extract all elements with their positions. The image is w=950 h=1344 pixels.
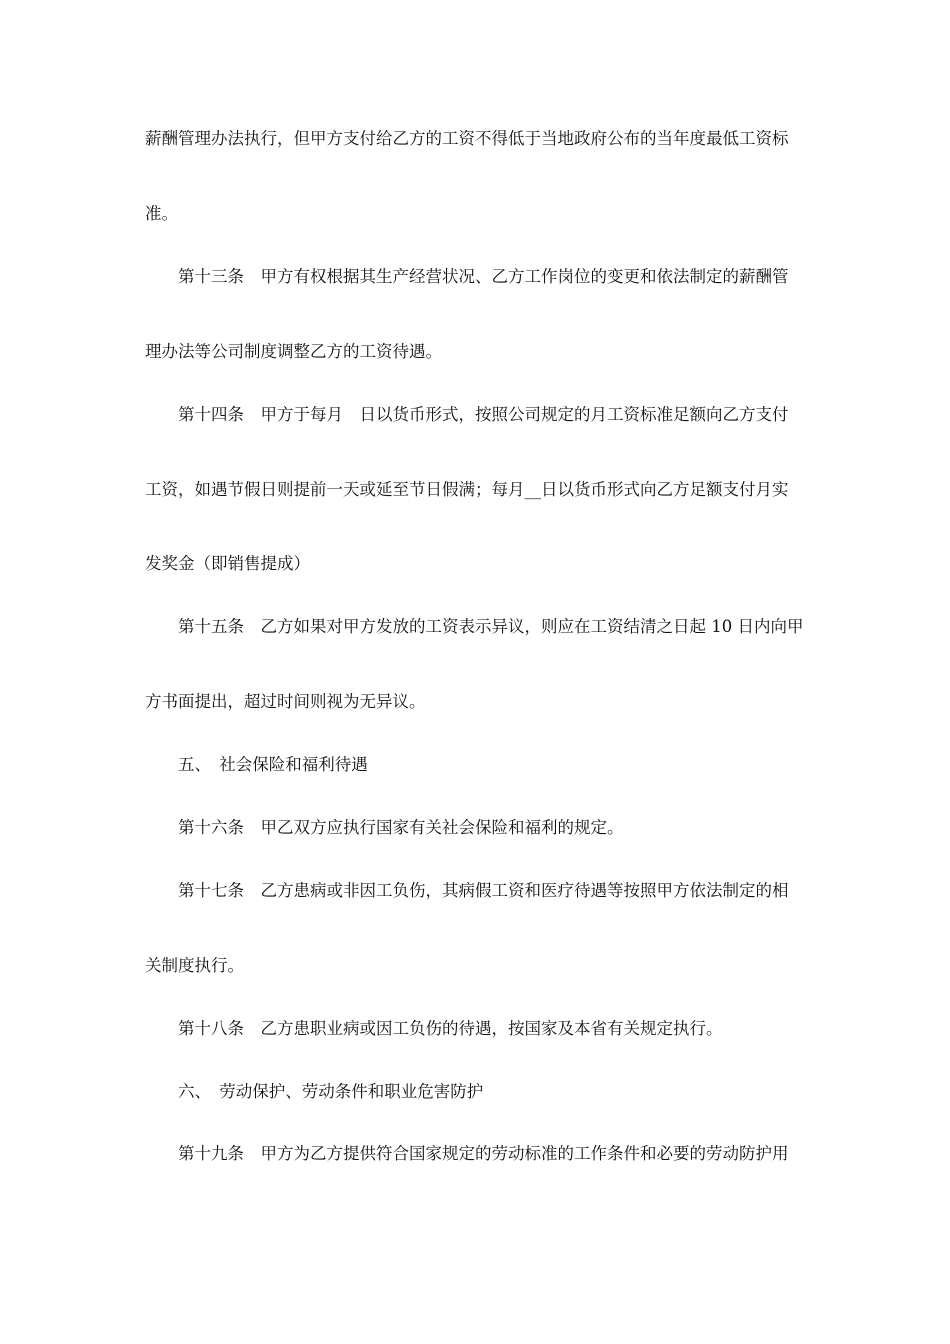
paragraph-line: 发奖金（即销售提成） [145,554,310,573]
article-14-line: 第十四条 甲方于每月 日以货币形式，按照公司规定的月工资标准足额向乙方支付 [178,405,789,424]
article-13-line: 第十三条 甲方有权根据其生产经营状况、乙方工作岗位的变更和依法制定的薪酬管 [178,267,789,286]
paragraph-line: 方书面提出，超过时间则视为无异议。 [145,692,426,711]
paragraph-line: 薪酬管理办法执行，但甲方支付给乙方的工资不得低于当地政府公布的当年度最低工资标 [145,129,789,148]
section-heading-5: 五、 社会保险和福利待遇 [178,755,368,774]
paragraph-line: 准。 [145,204,178,223]
article-15-line: 第十五条 乙方如果对甲方发放的工资表示异议，则应在工资结清之日起 10 日内向甲 [178,617,804,636]
section-heading-6: 六、 劳动保护、劳动条件和职业危害防护 [178,1082,484,1101]
article-19-line: 第十九条 甲方为乙方提供符合国家规定的劳动标准的工作条件和必要的劳动防护用 [178,1144,789,1163]
paragraph-line: 工资，如遇节假日则提前一天或延至节日假满；每月__日以货币形式向乙方足额支付月实 [145,480,789,499]
article-17-line: 第十七条 乙方患病或非因工负伤，其病假工资和医疗待遇等按照甲方依法制定的相 [178,881,789,900]
article-16-line: 第十六条 甲乙双方应执行国家有关社会保险和福利的规定。 [178,818,624,837]
paragraph-line: 关制度执行。 [145,956,244,975]
article-18-line: 第十八条 乙方患职业病或因工负伤的待遇，按国家及本省有关规定执行。 [178,1019,723,1038]
paragraph-line: 理办法等公司制度调整乙方的工资待遇。 [145,342,442,361]
